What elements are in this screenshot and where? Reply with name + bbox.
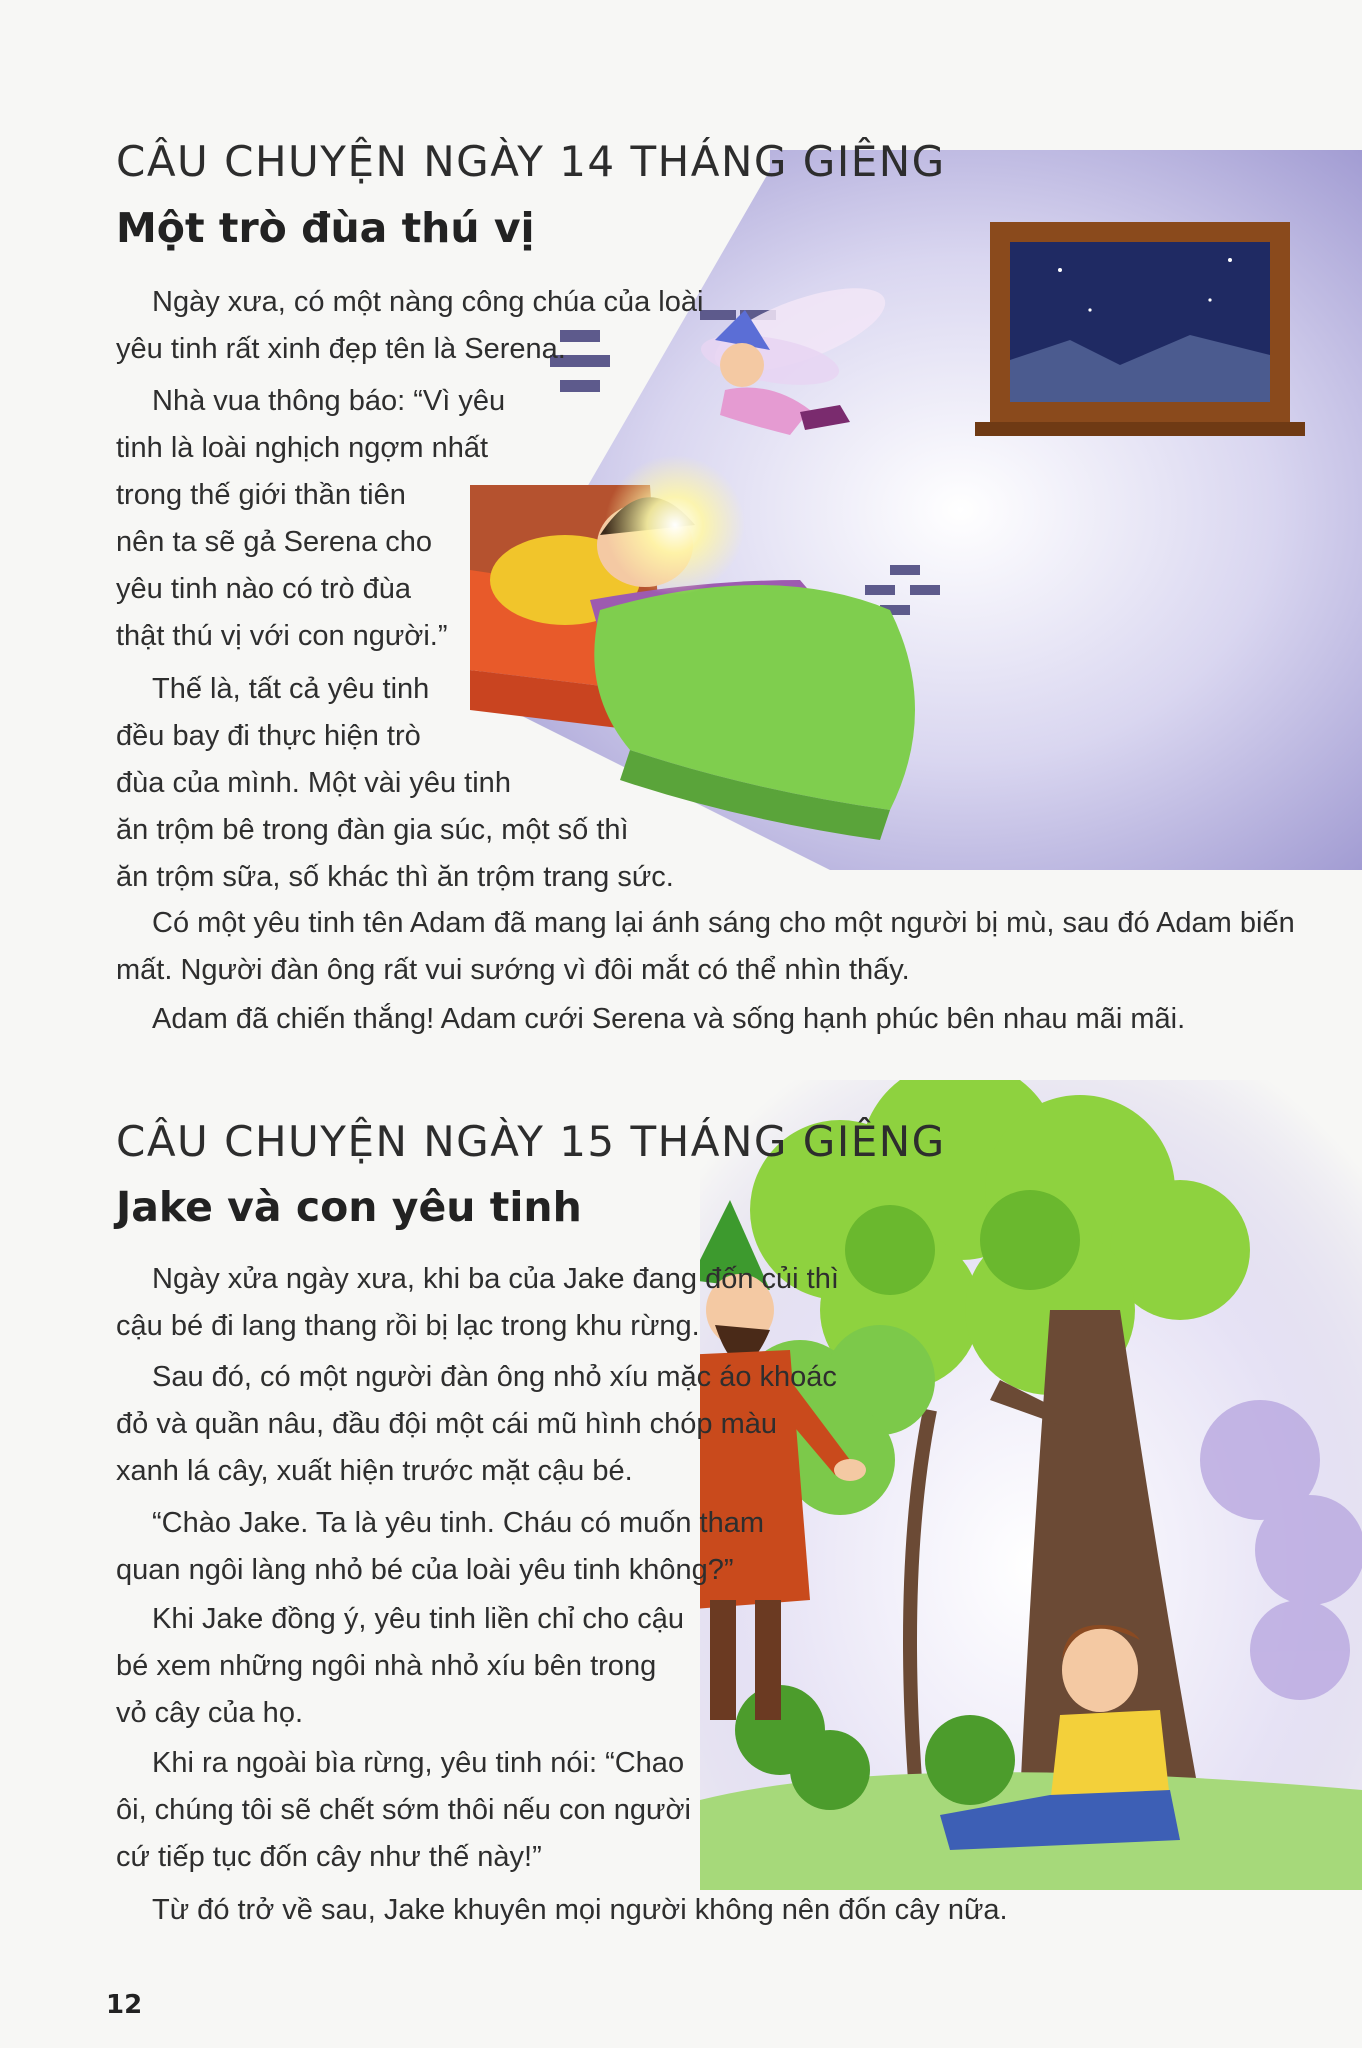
story-paragraph: Nhà vua thông báo: “Vì yêu tinh là loài nghịch ngợm nhất trong thế giới thần tiên nên ta sẽ gả Serena cho yêu tinh nào có trò đùa thật thú vị với con người.” <box>116 385 506 652</box>
story-title: Jake và con yêu tinh <box>116 1183 582 1231</box>
boy-head <box>1062 1628 1138 1712</box>
page-number: 12 <box>106 1990 143 2020</box>
elf-hand <box>834 1459 866 1481</box>
star-icon <box>1088 308 1091 311</box>
story-paragraph: Từ đó trở về sau, Jake khuyên mọi người không nên đốn cây nữa. <box>152 1894 1008 1926</box>
story-paragraph: Thế là, tất cả yêu tinh đều bay đi thực hiện trò đùa của mình. Một vài yêu tinh ăn trộm bê trong đàn gia súc, một số thì ăn trộm sữa, số khác thì ăn trộm trang sức. <box>116 673 674 893</box>
story-paragraph: Khi Jake đồng ý, yêu tinh liền chỉ cho cậu bé xem những ngôi nhà nhỏ xíu bên trong vỏ cây của họ. <box>116 1603 684 1729</box>
elf-leg <box>710 1600 736 1720</box>
story-paragraph: Ngày xửa ngày xưa, khi ba của Jake đang đốn củi thì cậu bé đi lang thang rồi bị lạc trong khu rừng. <box>116 1263 839 1342</box>
star-icon <box>1228 258 1232 262</box>
star-icon <box>1058 268 1062 272</box>
magic-glow <box>605 455 745 595</box>
story-title: Một trò đùa thú vị <box>116 204 535 252</box>
story-paragraph: Ngày xưa, có một nàng công chúa của loài yêu tinh rất xinh đẹp tên là Serena. <box>116 286 704 365</box>
story-heading: CÂU CHUYỆN NGÀY 14 THÁNG GIÊNG <box>116 137 946 186</box>
story-paragraph: Khi ra ngoài bìa rừng, yêu tinh nói: “Chao ôi, chúng tôi sẽ chết sớm thôi nếu con người cứ tiếp tục đốn cây như thế này!” <box>116 1747 691 1873</box>
story-heading: CÂU CHUYỆN NGÀY 15 THÁNG GIÊNG <box>116 1117 946 1166</box>
story-paragraph: “Chào Jake. Ta là yêu tinh. Cháu có muốn tham quan ngôi làng nhỏ bé của loài yêu tinh không?” <box>116 1507 765 1586</box>
story-paragraph: Adam đã chiến thắng! Adam cưới Serena và sống hạnh phúc bên nhau mãi mãi. <box>152 1003 1186 1035</box>
fairy-head <box>720 343 764 387</box>
window-sill <box>975 422 1305 436</box>
elf-leg <box>755 1600 781 1720</box>
story-paragraph: Sau đó, có một người đàn ông nhỏ xíu mặc áo khoác đỏ và quần nâu, đầu đội một cái mũ hình chóp màu xanh lá cây, xuất hiện trước mặt cậu bé. <box>116 1361 837 1487</box>
star-icon <box>1208 298 1211 301</box>
story-paragraph: Có một yêu tinh tên Adam đã mang lại ánh sáng cho một người bị mù, sau đó Adam biến mất. Người đàn ông rất vui sướng vì đôi mắt có thể nhìn thấy. <box>116 907 1295 986</box>
